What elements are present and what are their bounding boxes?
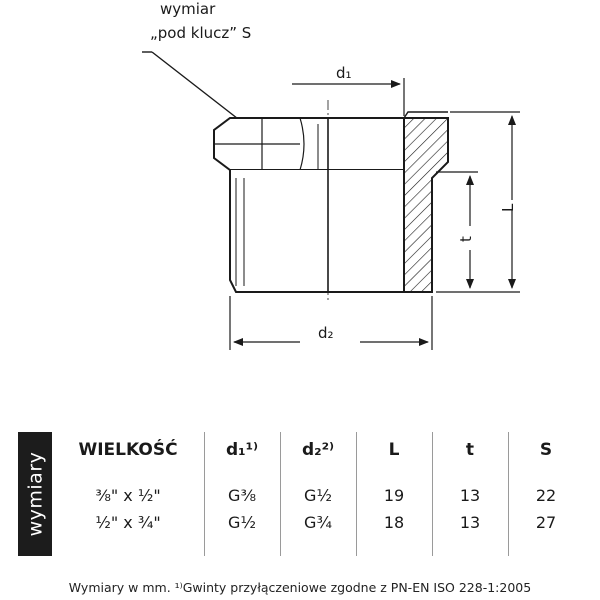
side-tab xyxy=(18,432,52,556)
label-L: L xyxy=(499,203,517,212)
row2-d2: G¾ xyxy=(304,512,332,532)
wrench-label-line1: wymiar xyxy=(160,0,216,18)
header-d2: d₂²⁾ xyxy=(302,440,334,460)
row2-d1: G½ xyxy=(228,512,256,532)
label-d2: d₂ xyxy=(318,324,334,342)
row1-d1: G⅜ xyxy=(228,485,256,505)
row2-t: 13 xyxy=(459,512,481,532)
header-S: S xyxy=(539,440,553,460)
hex-nut xyxy=(214,118,404,170)
row1-t: 13 xyxy=(459,485,481,505)
dimension-d1 xyxy=(292,78,404,116)
side-tab-label: wymiary xyxy=(24,451,46,537)
dimension-t xyxy=(436,172,478,288)
wrench-label-line2: „pod klucz” S xyxy=(150,24,252,42)
row1-L: 19 xyxy=(383,485,405,505)
row1-d2: G½ xyxy=(304,485,332,505)
header-L: L xyxy=(388,440,400,460)
header-t: t xyxy=(465,440,475,460)
label-t: t xyxy=(457,236,475,242)
footnote: Wymiary w mm. ¹⁾Gwinty przyłączeniowe zgodne z PN-EN ISO 228-1:2005 xyxy=(68,580,532,595)
row2-size: ½" x ¾" xyxy=(95,512,161,532)
section-hatch xyxy=(404,118,448,292)
row1-size: ⅜" x ½" xyxy=(95,485,161,505)
dimensions-table xyxy=(52,432,584,556)
row2-L: 18 xyxy=(383,512,405,532)
wrench-size-leader xyxy=(152,52,242,122)
threaded-shank xyxy=(230,170,404,292)
header-d1: d₁¹⁾ xyxy=(226,440,258,460)
row2-S: 27 xyxy=(535,512,557,532)
header-size: WIELKOŚĆ xyxy=(78,440,178,460)
label-d1: d₁ xyxy=(336,64,352,82)
row1-S: 22 xyxy=(535,485,557,505)
